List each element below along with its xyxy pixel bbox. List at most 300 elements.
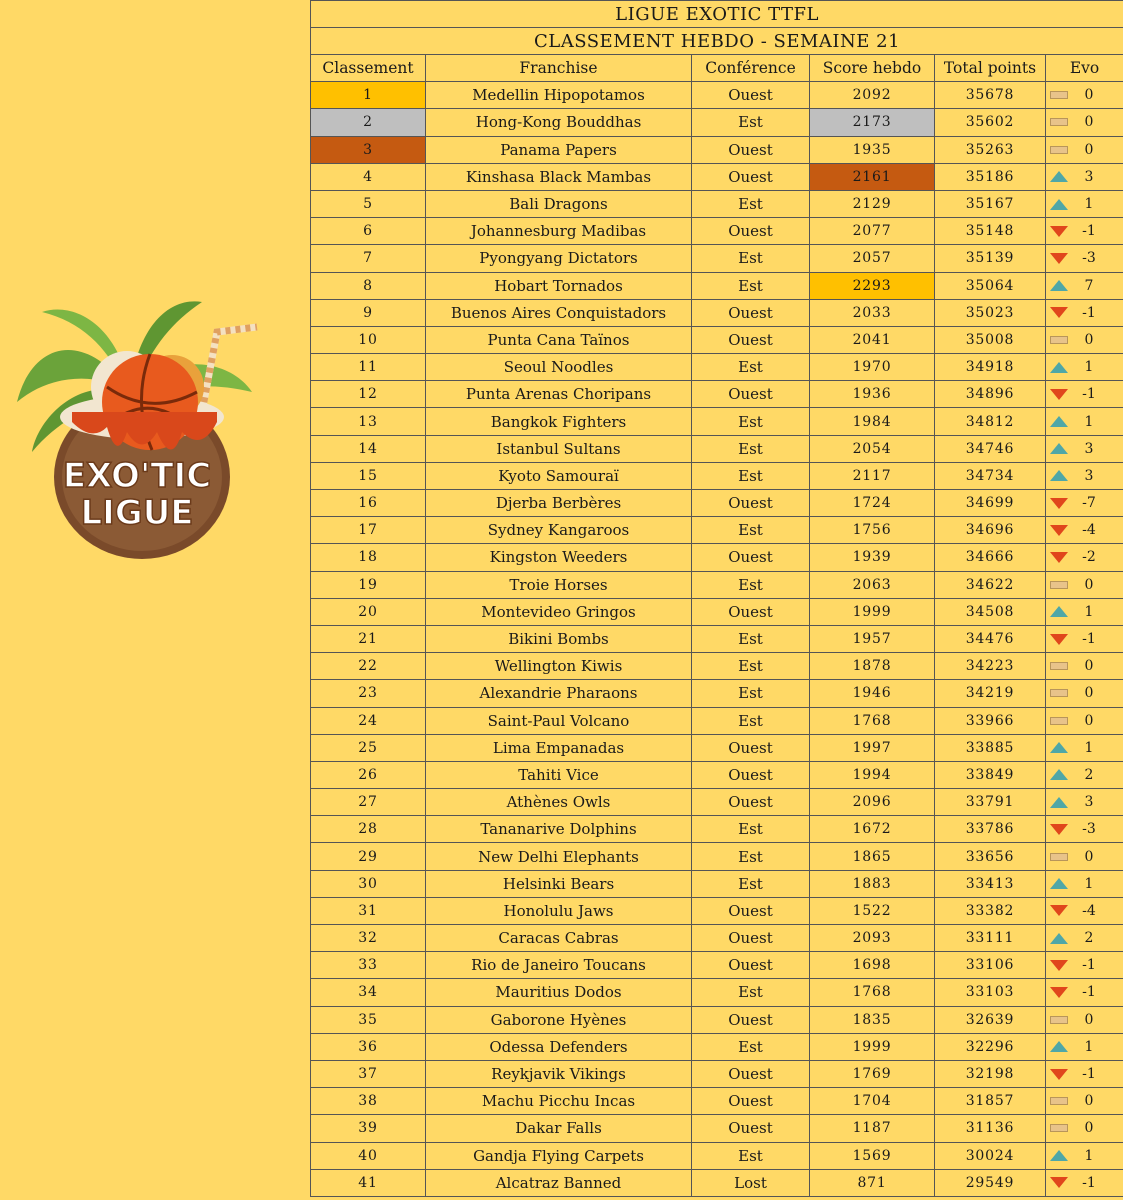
rank-cell: 17 bbox=[311, 517, 426, 544]
team-cell: Punta Arenas Choripans bbox=[426, 381, 692, 408]
conference-cell: Ouest bbox=[692, 1088, 810, 1115]
conference-cell: Est bbox=[692, 1033, 810, 1060]
rank-cell: 33 bbox=[311, 952, 426, 979]
total-cell: 33885 bbox=[935, 734, 1046, 761]
evo-value: 0 bbox=[1084, 331, 1094, 348]
evo-value: 3 bbox=[1084, 440, 1094, 457]
team-cell: Odessa Defenders bbox=[426, 1033, 692, 1060]
total-cell: 34918 bbox=[935, 354, 1046, 381]
evo-value: 1 bbox=[1084, 603, 1094, 620]
conference-cell: Est bbox=[692, 870, 810, 897]
conference-cell: Est bbox=[692, 1142, 810, 1169]
score-cell: 1698 bbox=[810, 952, 935, 979]
evo-cell bbox=[1046, 245, 1123, 272]
arrow-up-icon bbox=[1050, 1150, 1068, 1161]
arrow-down-icon bbox=[1050, 253, 1068, 264]
evo-cell bbox=[1046, 136, 1123, 163]
evo-cell bbox=[1046, 680, 1123, 707]
rank-cell: 4 bbox=[311, 163, 426, 190]
evo-cell bbox=[1046, 1060, 1123, 1087]
evo-cell bbox=[1046, 381, 1123, 408]
team-cell: Bangkok Fighters bbox=[426, 408, 692, 435]
evo-cell bbox=[1046, 218, 1123, 245]
rank-cell: 6 bbox=[311, 218, 426, 245]
team-cell: Medellin Hipopotamos bbox=[426, 82, 692, 109]
table-row bbox=[311, 1142, 1123, 1169]
score-cell: 2093 bbox=[810, 925, 935, 952]
table-row bbox=[311, 952, 1123, 979]
table-row bbox=[311, 789, 1123, 816]
evo-value: -1 bbox=[1082, 1174, 1096, 1191]
total-cell: 35008 bbox=[935, 326, 1046, 353]
rank-cell: 5 bbox=[311, 190, 426, 217]
score-cell: 2161 bbox=[810, 163, 935, 190]
evo-cell bbox=[1046, 653, 1123, 680]
team-cell: Troie Horses bbox=[426, 571, 692, 598]
team-cell: Alexandrie Pharaons bbox=[426, 680, 692, 707]
evo-value: -1 bbox=[1082, 984, 1096, 1001]
evo-cell bbox=[1046, 870, 1123, 897]
header-classement: Classement bbox=[311, 55, 426, 82]
flat-bar-icon bbox=[1050, 662, 1068, 670]
rank-cell: 35 bbox=[311, 1006, 426, 1033]
evo-value: -2 bbox=[1082, 549, 1096, 566]
rank-cell: 7 bbox=[311, 245, 426, 272]
team-cell: Helsinki Bears bbox=[426, 870, 692, 897]
score-cell: 2096 bbox=[810, 789, 935, 816]
evo-value: -1 bbox=[1082, 304, 1096, 321]
evo-value: -1 bbox=[1082, 631, 1096, 648]
score-cell: 2092 bbox=[810, 82, 935, 109]
team-cell: Lima Empanadas bbox=[426, 734, 692, 761]
evo-value: 1 bbox=[1084, 413, 1094, 430]
conference-cell: Est bbox=[692, 408, 810, 435]
score-cell: 1569 bbox=[810, 1142, 935, 1169]
total-cell: 34896 bbox=[935, 381, 1046, 408]
arrow-down-icon bbox=[1050, 905, 1068, 916]
arrow-up-icon bbox=[1050, 933, 1068, 944]
score-cell: 1946 bbox=[810, 680, 935, 707]
evo-cell bbox=[1046, 544, 1123, 571]
evo-cell bbox=[1046, 843, 1123, 870]
evo-cell bbox=[1046, 734, 1123, 761]
rank-cell: 10 bbox=[311, 326, 426, 353]
total-cell: 34622 bbox=[935, 571, 1046, 598]
arrow-up-icon bbox=[1050, 797, 1068, 808]
conference-cell: Ouest bbox=[692, 734, 810, 761]
conference-cell: Ouest bbox=[692, 1115, 810, 1142]
score-cell: 2041 bbox=[810, 326, 935, 353]
score-cell: 1768 bbox=[810, 707, 935, 734]
evo-cell bbox=[1046, 816, 1123, 843]
score-cell: 2054 bbox=[810, 435, 935, 462]
total-cell: 35602 bbox=[935, 109, 1046, 136]
score-cell: 1724 bbox=[810, 490, 935, 517]
score-cell: 1999 bbox=[810, 1033, 935, 1060]
total-cell: 34476 bbox=[935, 625, 1046, 652]
total-cell: 33656 bbox=[935, 843, 1046, 870]
rank-cell: 12 bbox=[311, 381, 426, 408]
total-cell: 33103 bbox=[935, 979, 1046, 1006]
team-cell: Seoul Noodles bbox=[426, 354, 692, 381]
rank-cell: 18 bbox=[311, 544, 426, 571]
conference-cell: Ouest bbox=[692, 82, 810, 109]
evo-value: -1 bbox=[1082, 223, 1096, 240]
rank-cell: 14 bbox=[311, 435, 426, 462]
evo-cell bbox=[1046, 490, 1123, 517]
total-cell: 35186 bbox=[935, 163, 1046, 190]
evo-cell bbox=[1046, 190, 1123, 217]
table-row bbox=[311, 843, 1123, 870]
conference-cell: Ouest bbox=[692, 1060, 810, 1087]
table-row bbox=[311, 462, 1123, 489]
total-cell: 31136 bbox=[935, 1115, 1046, 1142]
score-cell: 2173 bbox=[810, 109, 935, 136]
conference-cell: Est bbox=[692, 816, 810, 843]
score-cell: 2117 bbox=[810, 462, 935, 489]
rank-cell: 13 bbox=[311, 408, 426, 435]
rank-cell: 30 bbox=[311, 870, 426, 897]
flat-bar-icon bbox=[1050, 717, 1068, 725]
total-cell: 33111 bbox=[935, 925, 1046, 952]
evo-value: 0 bbox=[1084, 1120, 1094, 1137]
score-cell: 1999 bbox=[810, 598, 935, 625]
table-row bbox=[311, 979, 1123, 1006]
conference-cell: Est bbox=[692, 245, 810, 272]
team-cell: Hobart Tornados bbox=[426, 272, 692, 299]
conference-cell: Ouest bbox=[692, 761, 810, 788]
table-row bbox=[311, 272, 1123, 299]
evo-value: 2 bbox=[1084, 930, 1094, 947]
team-cell: Honolulu Jaws bbox=[426, 897, 692, 924]
team-cell: Tananarive Dolphins bbox=[426, 816, 692, 843]
rank-cell: 15 bbox=[311, 462, 426, 489]
arrow-down-icon bbox=[1050, 987, 1068, 998]
rank-cell: 25 bbox=[311, 734, 426, 761]
team-cell: Pyongyang Dictators bbox=[426, 245, 692, 272]
table-row bbox=[311, 680, 1123, 707]
evo-cell bbox=[1046, 598, 1123, 625]
flat-bar-icon bbox=[1050, 1097, 1068, 1105]
total-cell: 32296 bbox=[935, 1033, 1046, 1060]
rank-cell: 39 bbox=[311, 1115, 426, 1142]
conference-cell: Ouest bbox=[692, 490, 810, 517]
team-cell: Gandja Flying Carpets bbox=[426, 1142, 692, 1169]
evo-cell bbox=[1046, 789, 1123, 816]
score-cell: 2293 bbox=[810, 272, 935, 299]
arrow-up-icon bbox=[1050, 416, 1068, 427]
table-row bbox=[311, 326, 1123, 353]
score-cell: 2129 bbox=[810, 190, 935, 217]
evo-value: -4 bbox=[1082, 902, 1096, 919]
evo-cell bbox=[1046, 761, 1123, 788]
total-cell: 33106 bbox=[935, 952, 1046, 979]
evo-cell bbox=[1046, 1033, 1123, 1060]
total-cell: 35263 bbox=[935, 136, 1046, 163]
total-cell: 35678 bbox=[935, 82, 1046, 109]
rank-cell: 21 bbox=[311, 625, 426, 652]
conference-cell: Ouest bbox=[692, 925, 810, 952]
score-cell: 1769 bbox=[810, 1060, 935, 1087]
rank-cell: 38 bbox=[311, 1088, 426, 1115]
flat-bar-icon bbox=[1050, 689, 1068, 697]
conference-cell: Est bbox=[692, 462, 810, 489]
header-franchise: Franchise bbox=[426, 55, 692, 82]
rank-cell: 9 bbox=[311, 299, 426, 326]
team-cell: Alcatraz Banned bbox=[426, 1169, 692, 1196]
evo-value: 1 bbox=[1084, 739, 1094, 756]
arrow-down-icon bbox=[1050, 389, 1068, 400]
evo-cell bbox=[1046, 1169, 1123, 1196]
table-row bbox=[311, 544, 1123, 571]
table-row bbox=[311, 381, 1123, 408]
evo-cell bbox=[1046, 625, 1123, 652]
total-cell: 33791 bbox=[935, 789, 1046, 816]
conference-cell: Ouest bbox=[692, 218, 810, 245]
total-cell: 34699 bbox=[935, 490, 1046, 517]
arrow-up-icon bbox=[1050, 606, 1068, 617]
table-row bbox=[311, 897, 1123, 924]
left-panel bbox=[0, 0, 310, 1200]
evo-cell bbox=[1046, 435, 1123, 462]
total-cell: 32198 bbox=[935, 1060, 1046, 1087]
score-cell: 1936 bbox=[810, 381, 935, 408]
conference-cell: Ouest bbox=[692, 952, 810, 979]
conference-cell: Est bbox=[692, 653, 810, 680]
standings-sheet bbox=[310, 0, 1123, 1200]
score-cell: 1957 bbox=[810, 625, 935, 652]
conference-cell: Ouest bbox=[692, 897, 810, 924]
rank-cell: 41 bbox=[311, 1169, 426, 1196]
table-row bbox=[311, 1088, 1123, 1115]
total-cell: 34734 bbox=[935, 462, 1046, 489]
flat-bar-icon bbox=[1050, 853, 1068, 861]
flat-bar-icon bbox=[1050, 91, 1068, 99]
evo-value: -1 bbox=[1082, 386, 1096, 403]
team-cell: Kyoto Samouraï bbox=[426, 462, 692, 489]
evo-value: 3 bbox=[1084, 794, 1094, 811]
team-cell: Athènes Owls bbox=[426, 789, 692, 816]
team-cell: Dakar Falls bbox=[426, 1115, 692, 1142]
conference-cell: Ouest bbox=[692, 326, 810, 353]
evo-cell bbox=[1046, 897, 1123, 924]
conference-cell: Ouest bbox=[692, 598, 810, 625]
rank-cell: 1 bbox=[311, 82, 426, 109]
table-row bbox=[311, 163, 1123, 190]
evo-value: 0 bbox=[1084, 1093, 1094, 1110]
conference-cell: Est bbox=[692, 517, 810, 544]
rank-cell: 11 bbox=[311, 354, 426, 381]
evo-value: -3 bbox=[1082, 250, 1096, 267]
evo-value: 2 bbox=[1084, 766, 1094, 783]
rank-cell: 34 bbox=[311, 979, 426, 1006]
flat-bar-icon bbox=[1050, 581, 1068, 589]
weekly-subtitle: CLASSEMENT HEBDO - SEMAINE 21 bbox=[311, 28, 1123, 55]
evo-cell bbox=[1046, 1006, 1123, 1033]
team-cell: Rio de Janeiro Toucans bbox=[426, 952, 692, 979]
total-cell: 35139 bbox=[935, 245, 1046, 272]
evo-cell bbox=[1046, 1115, 1123, 1142]
evo-cell bbox=[1046, 1088, 1123, 1115]
total-cell: 34219 bbox=[935, 680, 1046, 707]
table-row bbox=[311, 925, 1123, 952]
flat-bar-icon bbox=[1050, 1016, 1068, 1024]
table-row bbox=[311, 1060, 1123, 1087]
evo-value: 0 bbox=[1084, 658, 1094, 675]
flat-bar-icon bbox=[1050, 336, 1068, 344]
total-cell: 34508 bbox=[935, 598, 1046, 625]
standings-table bbox=[310, 0, 1123, 1197]
table-row bbox=[311, 490, 1123, 517]
table-row bbox=[311, 299, 1123, 326]
team-cell: Saint-Paul Volcano bbox=[426, 707, 692, 734]
table-row bbox=[311, 1169, 1123, 1196]
score-cell: 1756 bbox=[810, 517, 935, 544]
rank-cell: 40 bbox=[311, 1142, 426, 1169]
arrow-up-icon bbox=[1050, 1041, 1068, 1052]
team-cell: Kinshasa Black Mambas bbox=[426, 163, 692, 190]
arrow-up-icon bbox=[1050, 443, 1068, 454]
arrow-down-icon bbox=[1050, 226, 1068, 237]
score-cell: 2057 bbox=[810, 245, 935, 272]
score-cell: 1939 bbox=[810, 544, 935, 571]
team-cell: New Delhi Elephants bbox=[426, 843, 692, 870]
evo-value: 1 bbox=[1084, 196, 1094, 213]
score-cell: 871 bbox=[810, 1169, 935, 1196]
evo-cell bbox=[1046, 354, 1123, 381]
arrow-up-icon bbox=[1050, 171, 1068, 182]
conference-cell: Est bbox=[692, 707, 810, 734]
table-row bbox=[311, 734, 1123, 761]
score-cell: 1768 bbox=[810, 979, 935, 1006]
team-cell: Wellington Kiwis bbox=[426, 653, 692, 680]
total-cell: 33966 bbox=[935, 707, 1046, 734]
evo-value: 0 bbox=[1084, 848, 1094, 865]
evo-value: 1 bbox=[1084, 1147, 1094, 1164]
score-cell: 1970 bbox=[810, 354, 935, 381]
table-row bbox=[311, 870, 1123, 897]
rank-cell: 28 bbox=[311, 816, 426, 843]
evo-value: 7 bbox=[1084, 277, 1094, 294]
table-row bbox=[311, 707, 1123, 734]
conference-cell: Est bbox=[692, 109, 810, 136]
team-cell: Reykjavik Vikings bbox=[426, 1060, 692, 1087]
score-cell: 1672 bbox=[810, 816, 935, 843]
flat-bar-icon bbox=[1050, 118, 1068, 126]
exotic-ligue-logo bbox=[12, 292, 262, 572]
evo-cell bbox=[1046, 299, 1123, 326]
score-cell: 1883 bbox=[810, 870, 935, 897]
conference-cell: Est bbox=[692, 680, 810, 707]
evo-value: 3 bbox=[1084, 168, 1094, 185]
arrow-up-icon bbox=[1050, 742, 1068, 753]
header-conference: Conférence bbox=[692, 55, 810, 82]
team-cell: Gaborone Hyènes bbox=[426, 1006, 692, 1033]
total-cell: 35148 bbox=[935, 218, 1046, 245]
evo-value: 3 bbox=[1084, 467, 1094, 484]
rank-cell: 8 bbox=[311, 272, 426, 299]
arrow-up-icon bbox=[1050, 878, 1068, 889]
score-cell: 1994 bbox=[810, 761, 935, 788]
table-row bbox=[311, 1115, 1123, 1142]
arrow-up-icon bbox=[1050, 280, 1068, 291]
team-cell: Punta Cana Taïnos bbox=[426, 326, 692, 353]
table-row bbox=[311, 136, 1123, 163]
rank-cell: 26 bbox=[311, 761, 426, 788]
rank-cell: 29 bbox=[311, 843, 426, 870]
table-row bbox=[311, 625, 1123, 652]
evo-cell bbox=[1046, 408, 1123, 435]
table-row bbox=[311, 354, 1123, 381]
table-row bbox=[311, 408, 1123, 435]
team-cell: Montevideo Gringos bbox=[426, 598, 692, 625]
table-row bbox=[311, 517, 1123, 544]
flat-bar-icon bbox=[1050, 146, 1068, 154]
team-cell: Sydney Kangaroos bbox=[426, 517, 692, 544]
arrow-down-icon bbox=[1050, 634, 1068, 645]
league-title: LIGUE EXOTIC TTFL bbox=[311, 1, 1123, 28]
evo-cell bbox=[1046, 952, 1123, 979]
team-cell: Djerba Berbères bbox=[426, 490, 692, 517]
conference-cell: Est bbox=[692, 625, 810, 652]
evo-cell bbox=[1046, 462, 1123, 489]
score-cell: 2077 bbox=[810, 218, 935, 245]
arrow-up-icon bbox=[1050, 470, 1068, 481]
evo-cell bbox=[1046, 571, 1123, 598]
total-cell: 34666 bbox=[935, 544, 1046, 571]
score-cell: 2063 bbox=[810, 571, 935, 598]
conference-cell: Ouest bbox=[692, 299, 810, 326]
table-row bbox=[311, 653, 1123, 680]
score-cell: 2033 bbox=[810, 299, 935, 326]
evo-value: 0 bbox=[1084, 87, 1094, 104]
score-cell: 1704 bbox=[810, 1088, 935, 1115]
evo-value: 0 bbox=[1084, 141, 1094, 158]
total-cell: 33382 bbox=[935, 897, 1046, 924]
arrow-down-icon bbox=[1050, 552, 1068, 563]
conference-cell: Ouest bbox=[692, 544, 810, 571]
total-cell: 33786 bbox=[935, 816, 1046, 843]
table-row bbox=[311, 598, 1123, 625]
conference-cell: Est bbox=[692, 272, 810, 299]
team-cell: Machu Picchu Incas bbox=[426, 1088, 692, 1115]
rank-cell: 2 bbox=[311, 109, 426, 136]
rank-cell: 23 bbox=[311, 680, 426, 707]
evo-cell bbox=[1046, 1142, 1123, 1169]
total-cell: 35167 bbox=[935, 190, 1046, 217]
evo-value: 1 bbox=[1084, 359, 1094, 376]
team-cell: Buenos Aires Conquistadors bbox=[426, 299, 692, 326]
conference-cell: Ouest bbox=[692, 136, 810, 163]
arrow-down-icon bbox=[1050, 1177, 1068, 1188]
team-cell: Bali Dragons bbox=[426, 190, 692, 217]
total-cell: 33849 bbox=[935, 761, 1046, 788]
total-cell: 34223 bbox=[935, 653, 1046, 680]
conference-cell: Ouest bbox=[692, 381, 810, 408]
team-cell: Istanbul Sultans bbox=[426, 435, 692, 462]
table-row bbox=[311, 218, 1123, 245]
evo-cell bbox=[1046, 707, 1123, 734]
rank-cell: 27 bbox=[311, 789, 426, 816]
total-cell: 33413 bbox=[935, 870, 1046, 897]
rank-cell: 19 bbox=[311, 571, 426, 598]
evo-value: -3 bbox=[1082, 821, 1096, 838]
evo-value: 0 bbox=[1084, 576, 1094, 593]
rank-cell: 31 bbox=[311, 897, 426, 924]
score-cell: 1835 bbox=[810, 1006, 935, 1033]
rank-cell: 3 bbox=[311, 136, 426, 163]
arrow-up-icon bbox=[1050, 362, 1068, 373]
